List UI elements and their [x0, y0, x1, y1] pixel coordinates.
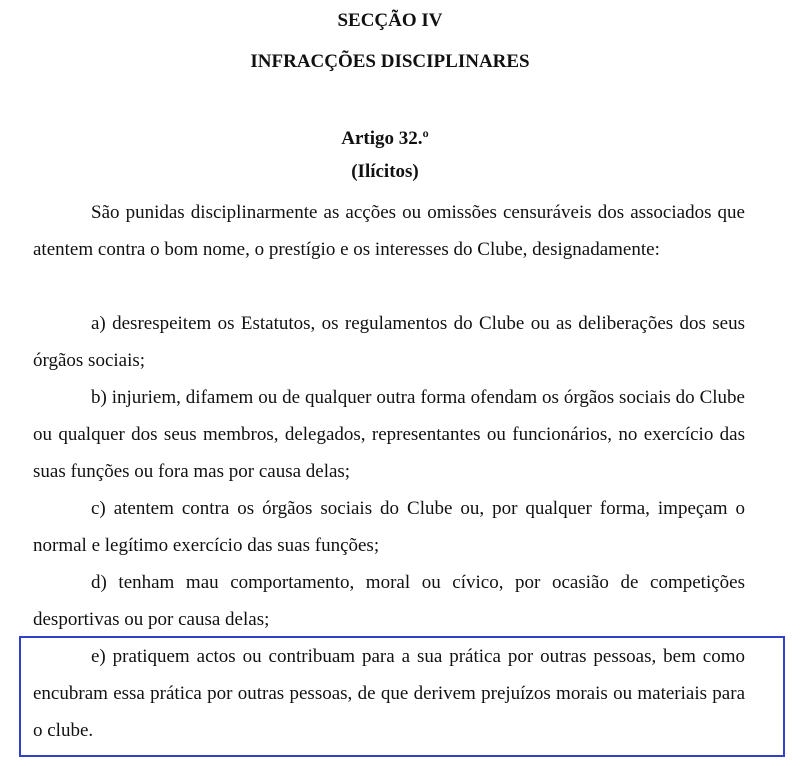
article-item-e: e) pratiquem actos ou contribuam para a sua prática por outras pessoas, bem como encubram essa prática por outras pessoas, de que derivem prejuízos morais ou materiais para o clube. — [33, 646, 745, 741]
article-intro-paragraph: São punidas disciplinarmente as acções ou omissões censuráveis dos associados que atentem contra o bom nome, o prestígio e os interesses do Clube, designadamente: — [33, 202, 745, 260]
article-item-a: a) desrespeitem os Estatutos, os regulamentos do Clube ou as deliberações dos seus órgãos sociais; — [33, 313, 745, 371]
article-number: Artigo 32.º — [341, 128, 429, 149]
section-number-title: SECÇÃO IV — [337, 10, 443, 31]
article-item-b: b) injuriem, difamem ou de qualquer outra forma ofendam os órgãos sociais do Clube ou qualquer dos seus membros, delegados, representantes ou funcionários, no exercício das suas funções ou fora mas por causa delas; — [33, 387, 745, 482]
section-name-title: INFRACÇÕES DISCIPLINARES — [250, 51, 530, 72]
article-subtitle: (Ilícitos) — [351, 161, 419, 182]
article-item-d: d) tenham mau comportamento, moral ou cívico, por ocasião de competições desportivas ou por causa delas; — [33, 572, 745, 630]
article-item-c: c) atentem contra os órgãos sociais do Clube ou, por qualquer forma, impeçam o normal e legítimo exercício das suas funções; — [33, 498, 745, 556]
